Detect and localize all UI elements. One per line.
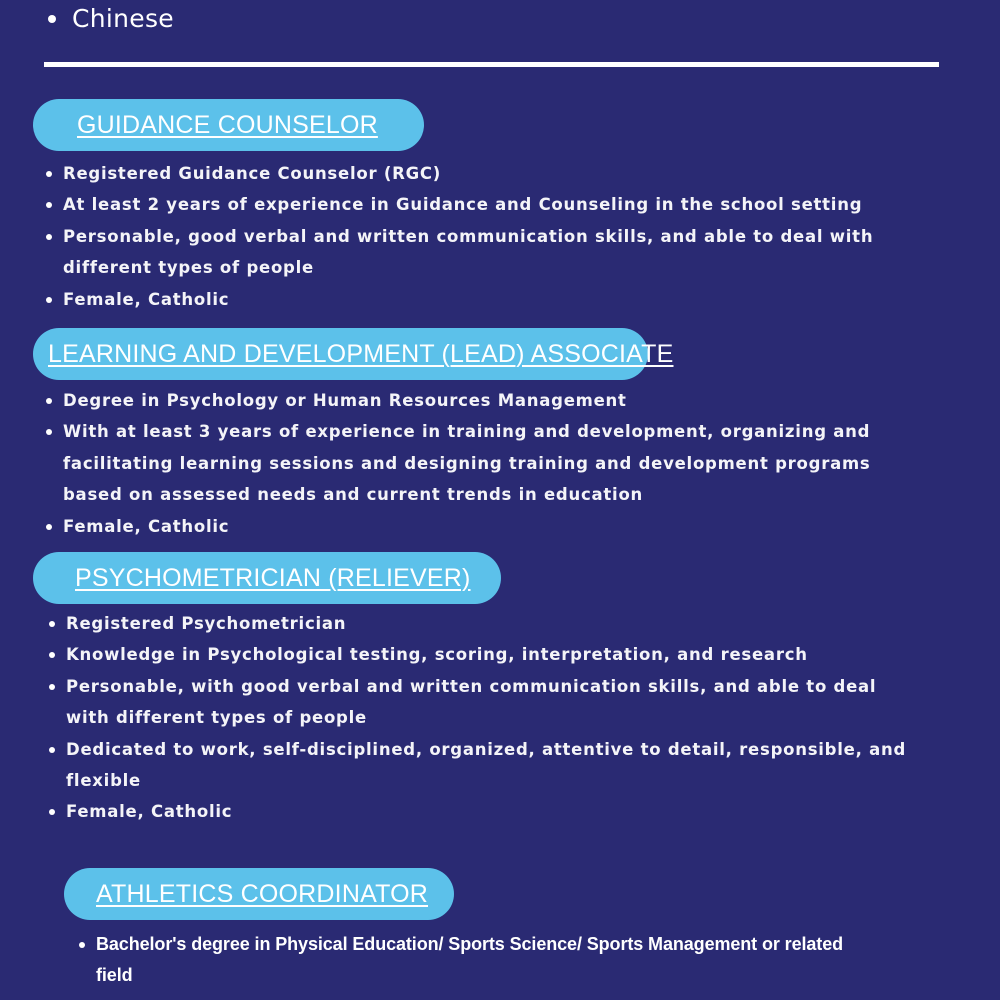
section-title-athletics-coordinator[interactable]: [64, 868, 454, 920]
list-item: Registered Guidance Counselor (RGC): [63, 158, 963, 189]
list-item: Bachelor's degree in Physical Education/ Sports Science/ Sports Management or related field: [96, 929, 976, 992]
section-divider: [44, 62, 939, 67]
athletics-coordinator-requirements: [96, 929, 976, 992]
list-item: Knowledge in Psychological testing, scoring, interpretation, and research: [66, 639, 966, 670]
list-item: Registered Psychometrician: [66, 608, 966, 639]
section-title-guidance-counselor[interactable]: [33, 99, 424, 151]
list-item: Degree in Psychology or Human Resources Management: [63, 385, 963, 416]
section-title-label[interactable]: PSYCHOMETRICIAN (RELIEVER): [75, 563, 471, 592]
section-title-label[interactable]: GUIDANCE COUNSELOR: [77, 110, 378, 139]
bullet-icon: [48, 15, 56, 23]
section-title-label[interactable]: LEARNING AND DEVELOPMENT (LEAD) ASSOCIATE: [48, 339, 674, 368]
language-item: [48, 4, 174, 33]
section-title-lead-associate[interactable]: [33, 328, 674, 380]
section-title-psychometrician[interactable]: [33, 552, 501, 604]
list-item: With at least 3 years of experience in training and development, organizing and facilitating learning sessions and designing training and development programs based on assessed needs and current trends in education: [63, 416, 963, 510]
list-item: Female, Catholic: [66, 796, 966, 827]
list-item: Dedicated to work, self-disciplined, organized, attentive to detail, responsible, and flexible: [66, 734, 966, 797]
list-item: Female, Catholic: [63, 511, 963, 542]
lead-associate-requirements: [63, 385, 963, 542]
list-item: Female, Catholic: [63, 284, 963, 315]
section-title-label[interactable]: ATHLETICS COORDINATOR: [96, 879, 429, 908]
list-item: At least 2 years of experience in Guidance and Counseling in the school setting: [63, 189, 963, 220]
list-item: Personable, with good verbal and written communication skills, and able to deal with different types of people: [66, 671, 966, 734]
guidance-counselor-requirements: [63, 158, 963, 315]
psychometrician-requirements: [66, 608, 966, 828]
list-item: Personable, good verbal and written communication skills, and able to deal with different types of people: [63, 221, 963, 284]
language-label: Chinese: [72, 4, 174, 33]
